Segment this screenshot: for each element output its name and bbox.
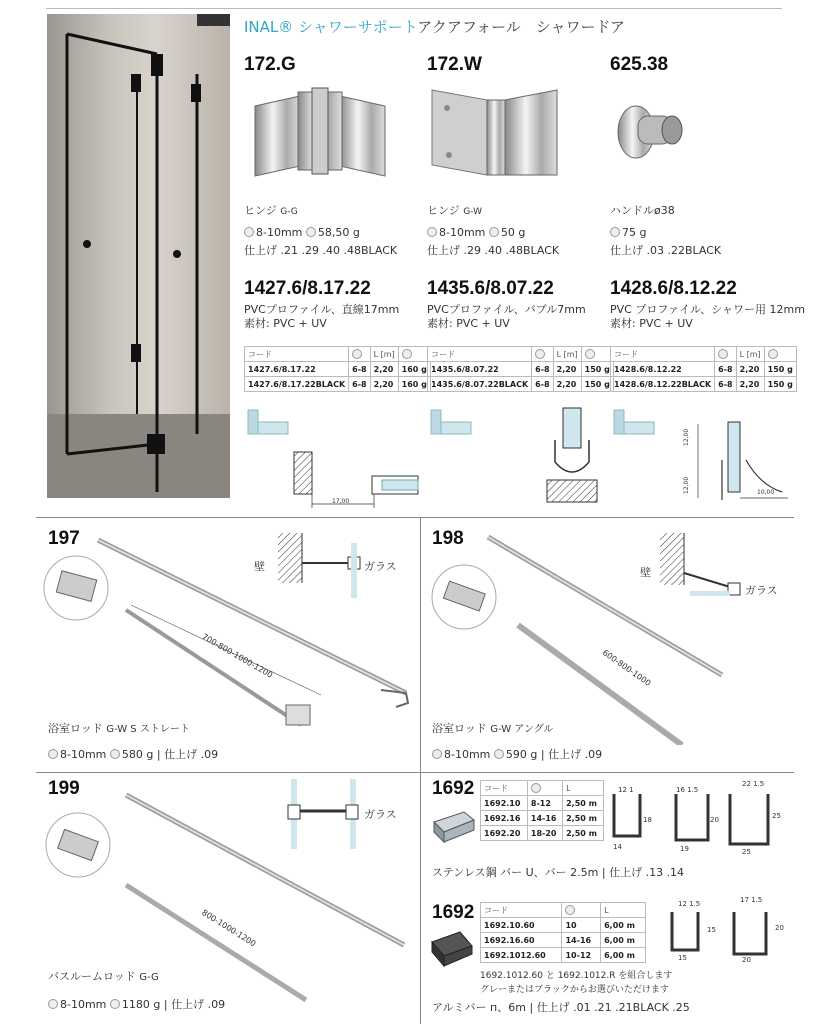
product-name-172w: ヒンジ G-W xyxy=(427,204,482,217)
table-row: 1435.6/8.07.22 6-8 2,20 150 g xyxy=(428,362,614,377)
glass-thickness-icon xyxy=(531,783,541,793)
profile-material-1: 素材: PVC + UV xyxy=(244,317,327,330)
bar-1692a-profiles xyxy=(606,782,796,854)
weight-icon xyxy=(306,227,316,237)
profile-code-2: 1435.6/8.07.22 xyxy=(427,278,554,299)
bar-1692b-table: コード L 1692.10.60 10 6,00 m 1692.16.60 14-16 6,00 m 1692.1012.60 10-12 6,00 m xyxy=(480,902,646,963)
profile-dim-1: 17,00 xyxy=(332,498,350,505)
rod-code-197: 197 xyxy=(48,528,80,549)
bar-1692b-p2-w: 20 xyxy=(742,956,751,964)
bar-code-1692a: 1692 xyxy=(432,778,475,799)
rod-198-glass-label: ガラス xyxy=(745,584,778,597)
rod-198-name: 浴室ロッド G-W アングル xyxy=(432,722,554,735)
rod-197-length: 700-800-1000-1200 xyxy=(200,632,275,680)
profile-desc-1: PVCプロファイル、直線17mm xyxy=(244,303,400,316)
glass-thickness-icon xyxy=(48,749,58,759)
profile-code-1: 1427.6/8.17.22 xyxy=(244,278,371,299)
profile-table-2: コード L [m] 1435.6/8.07.22 6-8 2,20 150 g 1435.6/8.07.22BLACK 6-8 2,20 150 g xyxy=(427,346,614,392)
weight-icon xyxy=(110,749,120,759)
table-row: 1692.16.60 14-16 6,00 m xyxy=(481,933,646,948)
rod-code-199: 199 xyxy=(48,778,80,799)
weight-icon xyxy=(402,349,412,359)
header-brand: INAL® シャワーサポート xyxy=(244,18,418,36)
rod-199-glass-label: ガラス xyxy=(364,808,397,821)
bar-1692b-p2-top: 17 1.5 xyxy=(740,896,763,904)
rod-199-name: バスルームロッド G-G xyxy=(48,970,159,983)
rod-198-wall-label: 壁 xyxy=(640,566,651,579)
rod-198-drawing xyxy=(420,525,800,745)
rod-199-length: 800-1000-1200 xyxy=(200,908,258,949)
rod-199-spec: 8-10mm 1180 g | 仕上げ .09 xyxy=(48,996,225,1012)
table-row: 1692.20 18-20 2,50 m xyxy=(481,826,604,841)
page-header xyxy=(244,16,625,37)
profile-drawing-3 xyxy=(610,400,790,515)
bar-1692a-p1-top: 12 1 xyxy=(618,786,634,794)
rod-198-spec: 8-10mm 590 g | 仕上げ .09 xyxy=(432,746,602,762)
rod-197-name: 浴室ロッド G-W S ストレート xyxy=(48,722,190,735)
knob-image xyxy=(608,94,688,164)
aluminium-bar-image xyxy=(428,928,476,968)
shower-door-photo xyxy=(47,14,230,498)
glass-thickness-icon xyxy=(535,349,545,359)
rod-198-length: 600-800-1000 xyxy=(600,648,653,688)
bar-1692a-p2-top: 16 1.5 xyxy=(676,786,699,794)
profile-material-3: 素材: PVC + UV xyxy=(610,317,693,330)
profile-table-1: コード L [m] 1427.6/8.17.22 6-8 2,20 160 g 1427.6/8.17.22BLACK 6-8 2,20 160 g xyxy=(244,346,431,392)
profile-material-2: 素材: PVC + UV xyxy=(427,317,510,330)
table-row: 1692.16 14-16 2,50 m xyxy=(481,811,604,826)
rod-197-glass-label: ガラス xyxy=(364,560,397,573)
product-name-172g: ヒンジ G-G xyxy=(244,204,298,217)
bar-1692a-p1-h: 18 xyxy=(643,816,652,824)
product-finish-172w: 仕上げ .29 .40 .48BLACK xyxy=(427,244,560,257)
glass-thickness-icon xyxy=(718,349,728,359)
header-title: アクアフォール シャワードア xyxy=(417,18,626,36)
rod-197-spec: 8-10mm 580 g | 仕上げ .09 xyxy=(48,746,218,762)
table-row: 1692.1012.60 10-12 6,00 m xyxy=(481,948,646,963)
bar-1692a-p2-w: 19 xyxy=(680,845,689,853)
bar-1692b-p1-top: 12 1.5 xyxy=(678,900,701,908)
bar-1692b-caption: アルミバー п、6m | 仕上げ .01 .21 .21BLACK .25 xyxy=(432,1001,690,1014)
glass-thickness-icon xyxy=(352,349,362,359)
weight-icon xyxy=(494,749,504,759)
bar-1692a-p3-top: 22 1.5 xyxy=(742,780,765,788)
profile-dim-v1-3: 12,00 xyxy=(683,428,690,446)
table-row: 1692.10.60 10 6,00 m xyxy=(481,918,646,933)
table-row: 1427.6/8.17.22 6-8 2,20 160 g xyxy=(245,362,431,377)
bar-1692a-p3-h: 25 xyxy=(772,812,781,820)
product-finish-172g: 仕上げ .21 .29 .40 .48BLACK xyxy=(244,244,398,257)
steel-bar-image xyxy=(430,808,478,844)
product-code-62538: 625.38 xyxy=(610,54,669,75)
product-spec-62538: 75 g xyxy=(610,226,646,239)
weight-icon xyxy=(489,227,499,237)
table-row: 1435.6/8.07.22BLACK 6-8 2,20 150 g xyxy=(428,377,614,392)
product-code-172g: 172.G xyxy=(244,54,296,75)
bar-1692b-p1-h: 15 xyxy=(707,926,716,934)
profile-table-3: コード L [m] 1428.6/8.12.22 6-8 2,20 150 g 1428.6/8.12.22BLACK 6-8 2,20 150 g xyxy=(610,346,797,392)
bar-1692a-p2-h: 20 xyxy=(710,816,719,824)
table-row: 1428.6/8.12.22 6-8 2,20 150 g xyxy=(611,362,797,377)
weight-icon xyxy=(110,999,120,1009)
glass-thickness-icon xyxy=(244,227,254,237)
glass-thickness-icon xyxy=(432,749,442,759)
table-row: 1427.6/8.17.22BLACK 6-8 2,20 160 g xyxy=(245,377,431,392)
profile-desc-2: PVCプロファイル、バブル7mm xyxy=(427,303,586,316)
profile-dim-v2-3: 12,00 xyxy=(683,476,690,494)
product-finish-62538: 仕上げ .03 .22BLACK xyxy=(610,244,722,257)
rod-197-wall-label: 壁 xyxy=(254,560,265,573)
profile-code-3: 1428.6/8.12.22 xyxy=(610,278,737,299)
weight-icon xyxy=(585,349,595,359)
product-name-62538: ハンドルø38 xyxy=(610,204,675,217)
table-row: 1428.6/8.12.22BLACK 6-8 2,20 150 g xyxy=(611,377,797,392)
bar-1692a-caption: ステンレス鋼 バー U、バー 2.5m | 仕上げ .13 .14 xyxy=(432,866,685,879)
rod-code-198: 198 xyxy=(432,528,464,549)
bar-1692b-p1-w: 15 xyxy=(678,954,687,962)
profile-dim-3: 10,00 xyxy=(757,489,775,496)
rod-197-drawing xyxy=(36,525,416,745)
bar-1692a-p3-w: 25 xyxy=(742,848,751,856)
glass-thickness-icon xyxy=(427,227,437,237)
table-row: 1692.10 8-12 2,50 m xyxy=(481,796,604,811)
bar-code-1692b: 1692 xyxy=(432,902,475,923)
product-code-172w: 172.W xyxy=(427,54,482,75)
bar-1692b-note2: グレーまたはブラックからお選びいただけます xyxy=(480,985,669,995)
glass-thickness-icon xyxy=(48,999,58,1009)
hinge-gw-image xyxy=(427,80,567,190)
hinge-gg-image xyxy=(250,86,390,186)
bar-1692b-p2-h: 20 xyxy=(775,924,784,932)
weight-icon xyxy=(610,227,620,237)
bar-1692a-table: コード L 1692.10 8-12 2,50 m 1692.16 14-16 2,50 m 1692.20 18-20 2,50 m xyxy=(480,780,604,841)
product-spec-172g: 8-10mm 58,50 g xyxy=(244,226,360,239)
weight-icon xyxy=(768,349,778,359)
glass-thickness-icon xyxy=(565,905,575,915)
profile-drawing-2 xyxy=(427,400,607,515)
bar-1692a-p1-w: 14 xyxy=(613,843,622,851)
profile-desc-3: PVC プロファイル、シャワー用 12mm xyxy=(610,303,805,316)
product-spec-172w: 8-10mm 50 g xyxy=(427,226,525,239)
bar-1692b-note1: 1692.1012.60 と 1692.1012.R を組合します xyxy=(480,971,673,981)
